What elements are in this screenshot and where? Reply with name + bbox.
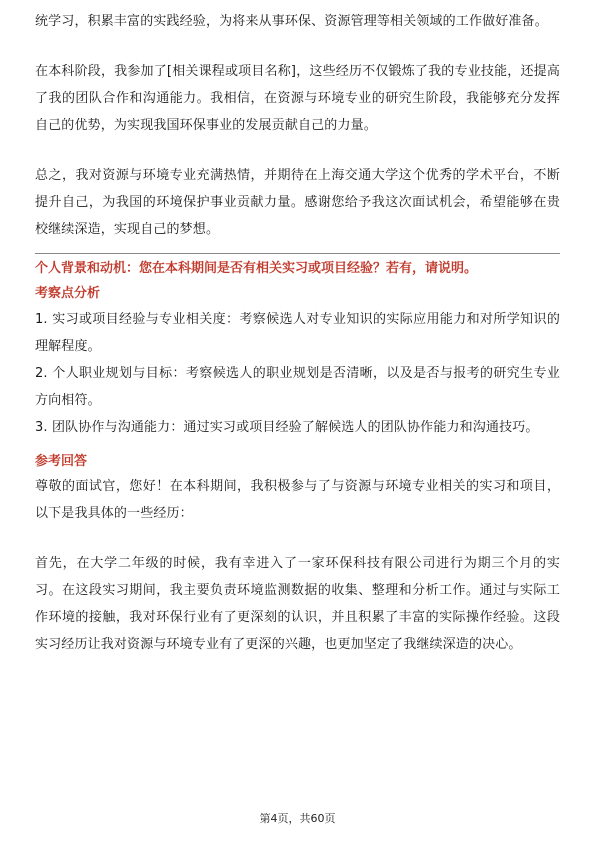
answer-paragraph-conclusion: 总之，我对资源与环境专业充满热情，并期待在上海交通大学这个优秀的学术平台，不断提升自己，为我国的环境保护事业贡献力量。感谢您给予我这次面试机会，希望能够在贵校继续深造，实现自己的梦想。 <box>35 168 560 237</box>
answer-paragraph-experience: 在本科阶段，我参加了[相关课程或项目名称]，这些经历不仅锻炼了我的专业技能，还提高了我的团队合作和沟通能力。我相信，在资源与环境专业的研究生阶段，我能够充分发挥自己的优势，为实现我国环保事业的发展贡献自己的力量。 <box>35 64 560 133</box>
question-title: 个人背景和动机：您在本科期间是否有相关实习或项目经验？若有，请说明。 <box>35 261 478 276</box>
answer-paragraph-continued: 统学习，积累丰富的实践经验，为将来从事环保、资源管理等相关领域的工作做好准备。 <box>35 14 548 29</box>
section-divider <box>35 253 560 254</box>
reference-paragraph-intro: 尊敬的面试官，您好！在本科期间，我积极参与了与资源与环境专业相关的实习和项目，以下是我具体的一些经历： <box>35 479 560 521</box>
analysis-item-1: 1. 实习或项目经验与专业相关度：考察候选人对专业知识的实际应用能力和对所学知识的理解程度。 <box>35 312 560 354</box>
analysis-item-2: 2. 个人职业规划与目标：考察候选人的职业规划是否清晰，以及是否与报考的研究生专业方向相符。 <box>35 366 560 408</box>
reference-heading: 参考回答 <box>35 454 88 469</box>
page-footer: 第4页，共60页 <box>259 812 336 825</box>
analysis-heading: 考察点分析 <box>35 286 101 301</box>
document-body <box>35 8 560 658</box>
analysis-item-3: 3. 团队协作与沟通能力：通过实习或项目经验了解候选人的团队协作能力和沟通技巧。 <box>35 420 539 435</box>
reference-paragraph-internship: 首先，在大学二年级的时候，我有幸进入了一家环保科技有限公司进行为期三个月的实习。在这段实习期间，我主要负责环境监测数据的收集、整理和分析工作。通过与实际工作环境的接触，我对环保行业有了更深刻的认识，并且积累了丰富的实际操作经验。这段实习经历让我对资源与环境专业有了更深的兴趣，也更加坚定了我继续深造的决心。 <box>35 556 560 652</box>
